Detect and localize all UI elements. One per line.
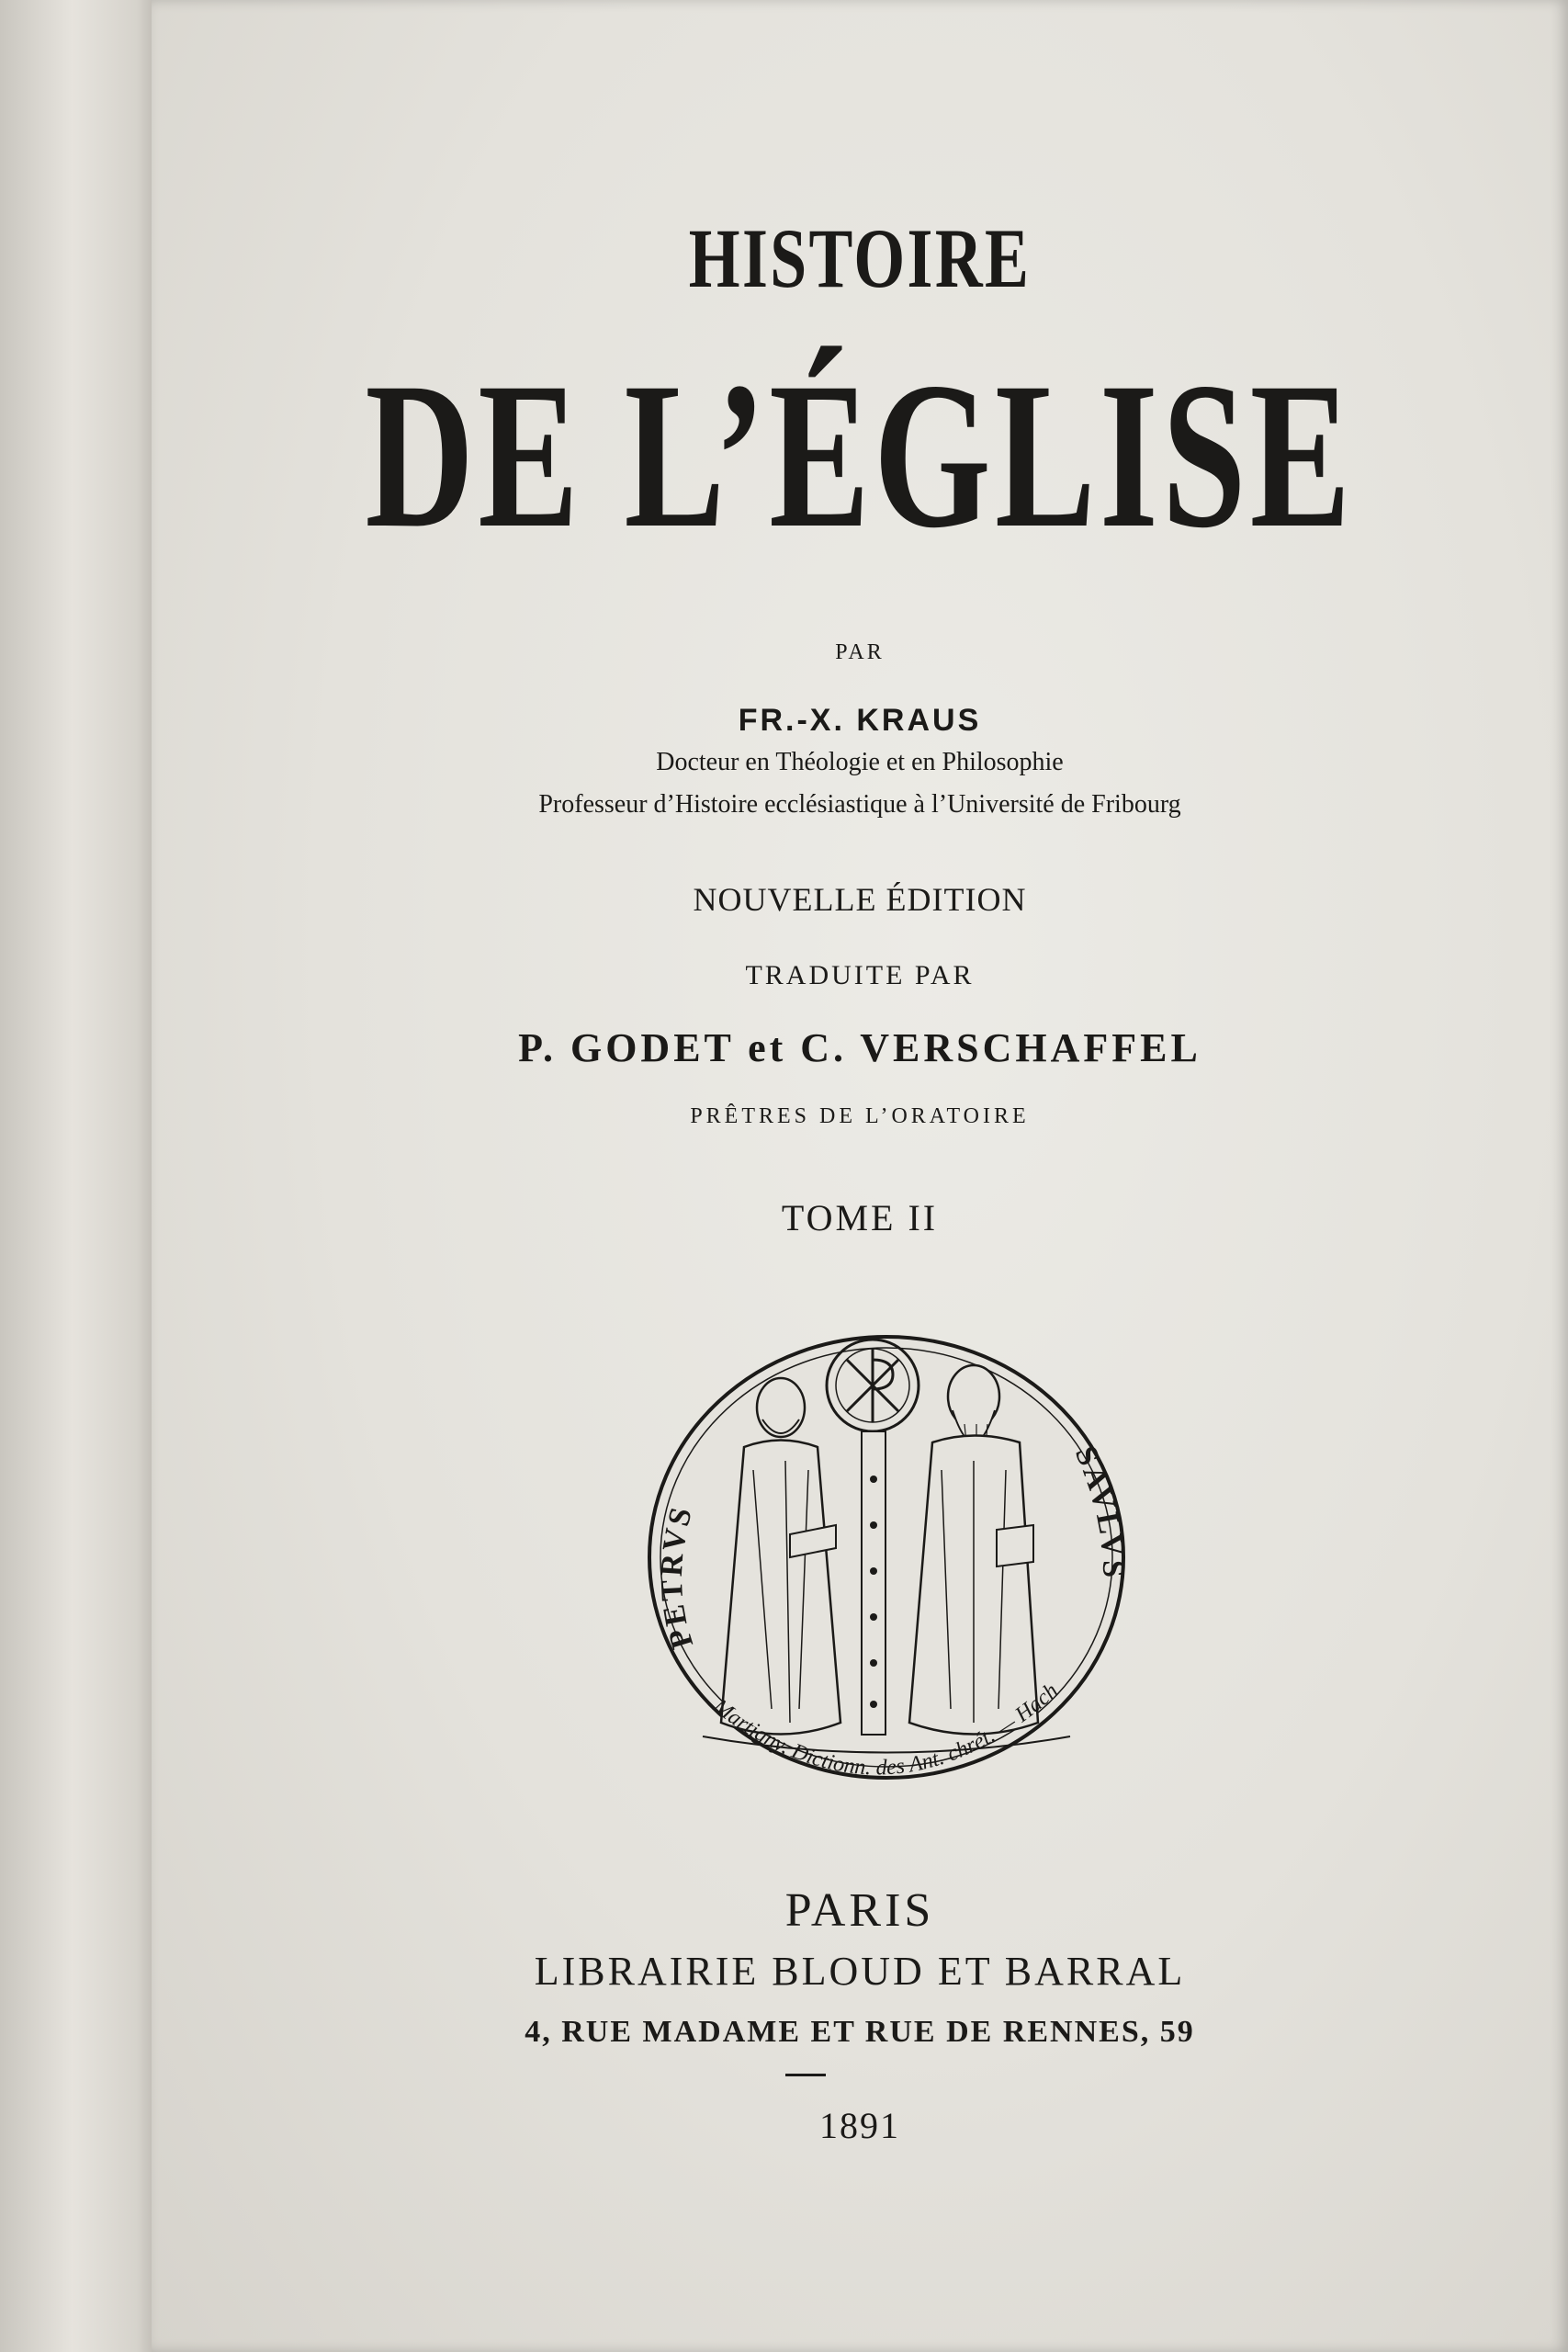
author-credential-2: Professeur d’Histoire ecclésiastique à l’Université de Fribourg	[538, 790, 1181, 819]
seal-right-legend: SAVLVS	[1067, 1441, 1131, 1581]
divider-rule	[785, 2074, 826, 2076]
publisher-name: LIBRAIRIE BLOUD ET BARRAL	[534, 1949, 1186, 1994]
facing-page-edge	[0, 0, 161, 2352]
title-line-1: HISTOIRE	[688, 211, 1032, 305]
author-credential-1: Docteur en Théologie et en Philosophie	[656, 748, 1064, 776]
by-label: PAR	[835, 640, 885, 664]
publication-city: PARIS	[784, 1884, 935, 1937]
translated-by-label: TRADUITE PAR	[745, 960, 975, 990]
volume-label: TOME II	[781, 1197, 939, 1238]
seal-credit: Martigny, Dictionn. des Ant. chrét. — Hach	[708, 1679, 1064, 1781]
translators-names: P. GODET et C. VERSCHAFFEL	[518, 1025, 1201, 1070]
title-line-2: DE L’ÉGLISE	[365, 340, 1355, 571]
seal-illustration	[556, 1332, 1217, 1847]
seal-medallion-image	[556, 1332, 1217, 1847]
publisher-address: 4, RUE MADAME ET RUE DE RENNES, 59	[525, 2015, 1195, 2049]
author-name: FR.-X. KRAUS	[738, 703, 982, 738]
title-page	[152, 0, 1568, 2352]
edition-label: NOUVELLE ÉDITION	[693, 881, 1027, 918]
publication-year: 1891	[819, 2105, 900, 2146]
seal-left-legend: PETRVS	[654, 1501, 701, 1653]
translators-role: PRÊTRES DE L’ORATOIRE	[690, 1104, 1030, 1128]
